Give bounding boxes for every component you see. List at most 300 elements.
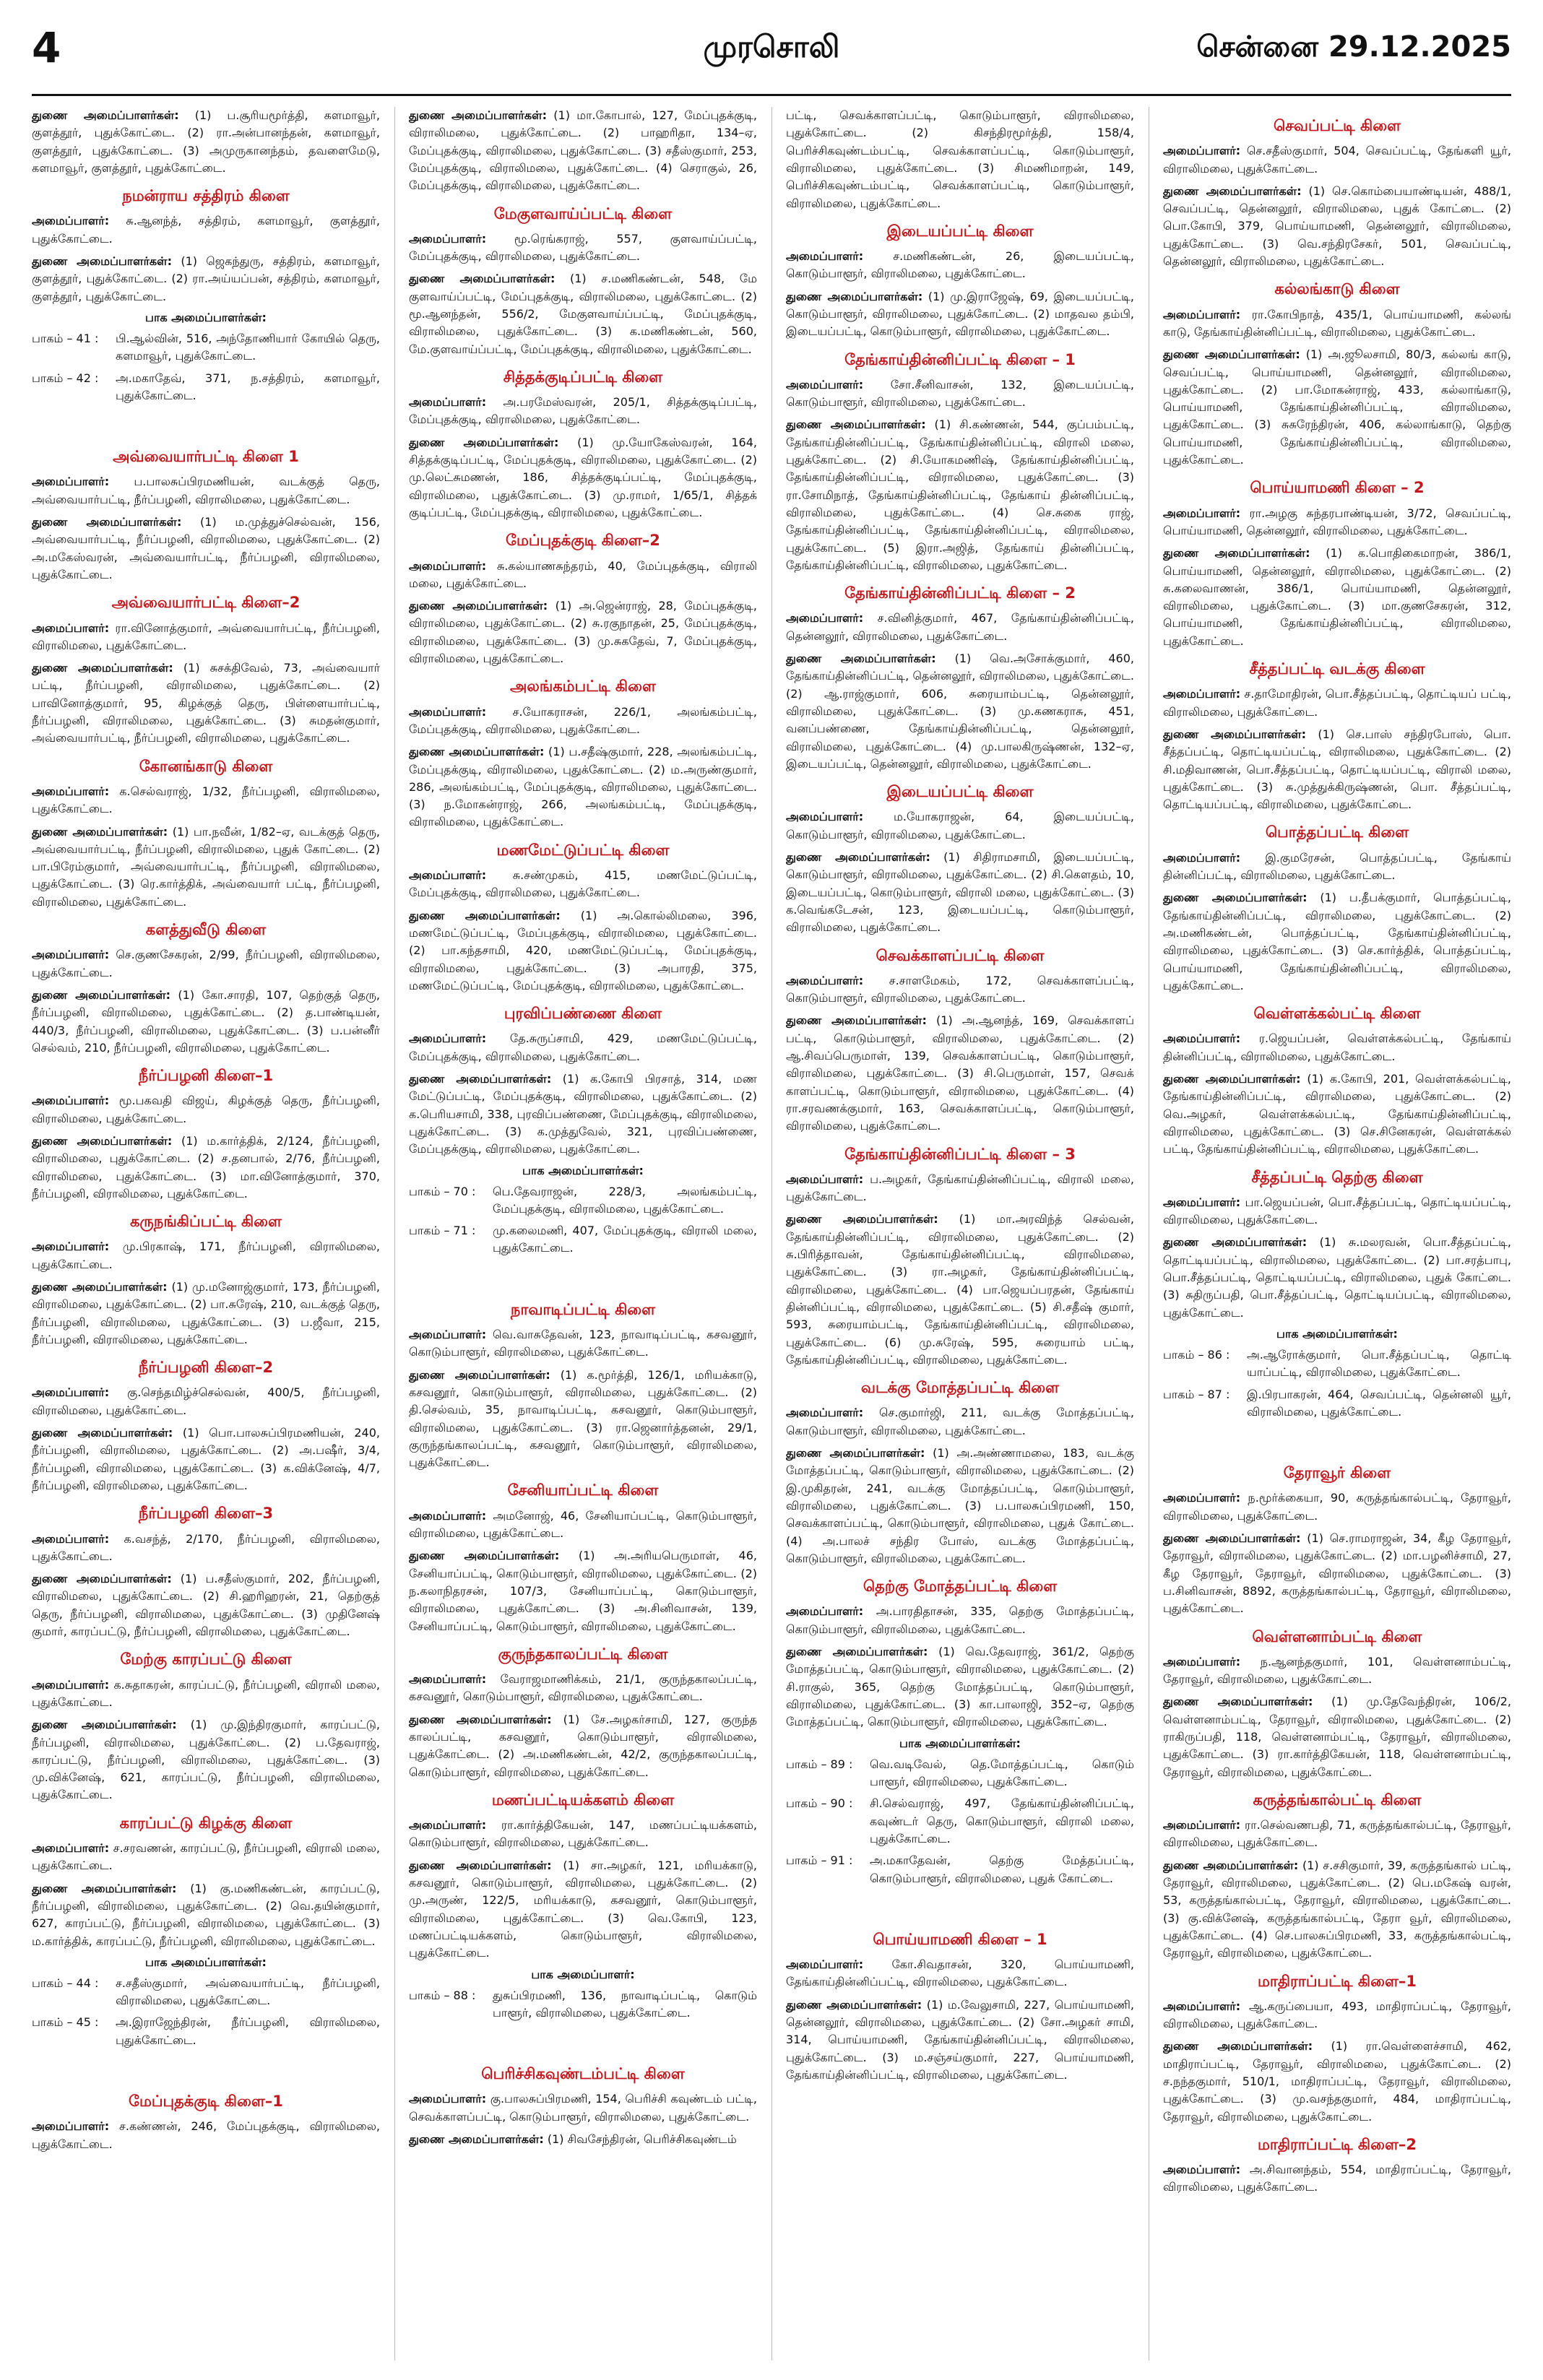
role-label: துணை அமைப்பாளர்கள்:	[1163, 891, 1308, 905]
booth-number: பாகம் – 87 :	[1163, 1387, 1230, 1401]
member-names: மூ.பகவதி விஜய், கிழக்குத் தெரு, நீர்ப்பழனி, விராலிமலை, புதுக்கோட்டை.	[32, 1094, 380, 1125]
member-entry	[786, 1603, 1134, 1638]
role-label: துணை அமைப்பாளர்கள்:	[32, 108, 179, 122]
member-names: (1) அ.கொல்லிமலை, 396, மணமேட்டுப்பட்டி, மேப்புதக்குடி, விராலிமலை, புதுக்கோட்டை. (2) பா.கந்தசாமி, 420, மணமேட்டுப்பட்டி, மேப்புதக்குடி, விராலிமலை, புதுக்கோட்டை. (3) அபாரதி, 375, மணமேட்டுப்பட்டி, மேப்புதக்குடி, விராலிமலை, புதுக்கோட்டை.	[409, 908, 757, 992]
branch-heading: மேப்புதக்குடி கிளை–2	[506, 532, 660, 550]
booth-detail: சி.செல்வராஜ், 497, தேங்காய்தின்னிப்பட்டி, கவுண்டர் தெரு, கொடும்பாளூர், விராலி மலை, புதுக்கோட்டை.	[870, 1796, 1134, 1845]
role-label: துணை அமைப்பாளர்கள்:	[409, 1071, 552, 1086]
role-label: துணை அமைப்பாளர்கள்:	[409, 108, 547, 122]
member-names: ரா.வினோத்குமார், அவ்வையார்பட்டி, நீர்ப்பழனி, விராலிமலை, புதுக்கோட்டை.	[32, 620, 380, 652]
member-entry	[32, 1676, 380, 1712]
column-divider	[394, 107, 395, 2360]
member-names: பா.ஜெயப்பன், பொ.சீத்தப்பட்டி, தொட்டியப்பட்டி, விராலிமலை, புதுக்கோட்டை.	[1163, 1195, 1511, 1226]
member-names: தே.சுருப்சாமி, 429, மணமேட்டுப்பட்டி, மேப்புதக்குடி, விராலிமலை, புதுக்கோட்டை.	[409, 1031, 757, 1063]
member-names: (1) ப.சதீஷ்குமார், 228, அலங்கம்பட்டி, மேப்புதக்குடி, விராலிமலை, புதுக்கோட்டை. (2) ம.அருண்குமார், 286, அலங்கம்பட்டி, மேப்புதக்குடி, விராலிமலை, புதுக்கோட்டை. (3) ந.மோகன்ராஜ், 266, அலங்கம்பட்டி, மேப்புதக்குடி, விராலிமலை, புதுக்கோட்டை.	[409, 745, 757, 829]
branch-heading: தேராவூர் கிளை	[1283, 1464, 1391, 1482]
branch-heading: நீர்ப்பழனி கிளை–2	[138, 1359, 274, 1377]
role-label: துணை அமைப்பாளர்கள்:	[409, 1858, 552, 1872]
member-names: க.செல்வராஜ், 1/32, நீர்ப்பழனி, விராலிமலை, புதுக்கோட்டை.	[32, 784, 380, 816]
role-label: அமைப்பாளர்:	[1163, 307, 1241, 321]
member-entry	[409, 907, 757, 995]
role-label: துணை அமைப்பாளர்கள்:	[32, 1572, 172, 1586]
role-label: அமைப்பாளர்:	[409, 1818, 487, 1832]
member-entry	[409, 558, 757, 593]
role-label: அமைப்பாளர்:	[409, 867, 487, 882]
member-names: ச.வினித்குமார், 467, தேங்காய்தின்னிப்பட்டி, தென்னலூர், விராலிமலை, புதுக்கோட்டை.	[786, 611, 1134, 643]
member-names: வேராஜமாணிக்கம், 21/1, குருந்தகாலப்பட்டி, கசவனூர், கொடும்பாளூர், விராலிமலை, புதுக்கோட்டை.	[409, 1672, 757, 1704]
booth-entry	[409, 1222, 757, 1258]
booth-number: பாகம் – 91 :	[786, 1853, 853, 1868]
member-entry	[786, 1171, 1134, 1206]
branch-heading: கோனங்காடு கிளை	[139, 757, 273, 775]
member-entry	[409, 743, 757, 831]
member-names: (1) பா.நவீன், 1/82–ஏ, வடக்குத் தெரு, அவ்வையார்பட்டி, நீர்ப்பழனி, விராலிமலை, புதுக் கோட்டை. (2) பா.பிரேம்குமார், அவ்வையார்பட்டி, நீர்ப்பழனி, விராலிமலை, புதுக்கோட்டை. (3) ரெ.கார்த்திக், அவ்வையார் பட்டி, நீர்ப்பழனி, விராலிமலை, புதுக்கோட்டை.	[32, 824, 380, 909]
role-label: அமைப்பாளர்:	[1163, 2163, 1241, 2177]
branch-heading: மேகுளவாய்ப்பட்டி கிளை	[493, 204, 673, 222]
role-label: துணை அமைப்பாளர்கள்:	[1163, 2039, 1313, 2054]
member-entry	[409, 434, 757, 522]
role-label: அமைப்பாளர்:	[1163, 1195, 1241, 1209]
booth-number: பாகம் – 89 :	[786, 1757, 853, 1771]
role-label: துணை அமைப்பாளர்கள்:	[786, 850, 930, 865]
member-names: (1) வெ.அசோக்குமார், 460, தேங்காய்தின்னிப்பட்டி, தென்னலூர், விராலிமலை, புதுக்கோட்டை. (2) ஆ.ராஜ்குமார், 606, சுரையாம்பட்டி, தென்னலூர், விராலிமலை, புதுக்கோட்டை. (3) மு.கணகராசு, 451, வனப்பண்ணை, தேங்காய்தின்னிப்பட்டி, தென்னலூர், விராலிமலை, புதுக்கோட்டை. (4) மு.பாலகிருஷ்ணன், 132–ஏ, இடையப்பட்டி, தென்னலூர், விராலிமலை, புதுக்கோட்டை.	[786, 652, 1134, 771]
role-label: அமைப்பாளர்:	[32, 620, 110, 635]
member-entry	[786, 1445, 1134, 1567]
member-entry	[1163, 142, 1511, 178]
member-entry	[786, 849, 1134, 937]
member-names: (1) க.பொதிகைமாறன், 386/1, பொய்யாமணி, தென்னலூர், விராலிமலை, புதுக்கோட்டை. (2) சு.கலைவாணன், 386/1, பொய்யாமணி, தென்னலூர், விராலிமலை, புதுக்கோட்டை. (3) மா.குணசேகரன், 312, பொய்யாமணி, தேங்காய்தின்னிப்பட்டி, விராலிமலை, புதுக்கோட்டை.	[1163, 546, 1511, 648]
member-entry	[32, 987, 380, 1057]
role-label: அமைப்பாளர்:	[786, 973, 864, 987]
role-label: அமைப்பாளர்:	[32, 1677, 110, 1692]
role-label: அமைப்பாளர்:	[409, 1672, 487, 1686]
branch-heading: கல்லங்காடு கிளை	[1274, 280, 1400, 298]
member-entry	[409, 704, 757, 739]
branch-heading: வெள்ளனாம்பட்டி கிளை	[1252, 1627, 1422, 1645]
member-entry	[32, 212, 380, 248]
role-label: துணை அமைப்பாளர்கள்:	[1163, 1235, 1308, 1250]
role-label: அமைப்பாளர்:	[1163, 1818, 1241, 1832]
member-names: க.வசந்த், 2/170, நீர்ப்பழனி, விராலிமலை, புதுக்கோட்டை.	[32, 1531, 380, 1563]
member-entry	[786, 416, 1134, 574]
member-names: சு.ஆனந்த், சத்திரம், களமாவூர், குளத்தூர், புதுக்கோட்டை.	[32, 214, 380, 246]
member-names: ப.பாலசுப்பிரமணியன், வடக்குத் தெரு, அவ்வையார்பட்டி, நீர்ப்பழனி, விராலிமலை, புதுக்கோட்டை.	[32, 475, 380, 506]
member-entry	[32, 1424, 380, 1494]
member-entry	[1163, 849, 1511, 885]
paper-name: முரசொலி	[703, 29, 840, 64]
role-label: துணை அமைப்பாளர்கள்:	[409, 745, 545, 759]
booth-detail: வெ.வடிவேல், தெ.மோத்தப்பட்டி, கொடும் பாளூர், விராலிமலை, புதுக்கோட்டை.	[870, 1757, 1134, 1788]
member-names: (1) க.மூர்த்தி, 126/1, மரியக்காடு, கசவனூர், கொடும்பாளூர், விராலிமலை, புதுக்கோட்டை. (2) தி.செல்வம், 35, நாவாடிப்பட்டி, கசவனூர், கொடும்பாளூர், விராலிமலை, புதுக்கோட்டை. (3) ரா.ஜெனார்த்தனன், 29/1, குருந்தங்காலப்பட்டி, கசவனூர், கொடும்பாளூர், விராலிமலை, புதுக்கோட்டை.	[409, 1367, 757, 1470]
role-label: துணை அமைப்பாளர்கள்:	[409, 1712, 552, 1726]
member-names: (1) ம.கார்த்திக், 2/124, நீர்ப்பழனி, விராலிமலை, புதுக்கோட்டை. (2) ச.தனபால், 2/76, நீர்ப்பழனி, விராலிமலை, புதுக்கோட்டை. (3) மா.வினோத்குமார், 370, நீர்ப்பழனி, விராலிமலை, புதுக்கோட்டை.	[32, 1133, 380, 1200]
role-label: அமைப்பாளர்:	[786, 810, 864, 824]
booth-entry	[32, 2014, 380, 2049]
role-label: அமைப்பாளர்:	[786, 1957, 864, 1971]
member-entry	[32, 1092, 380, 1128]
booth-entry	[786, 1756, 1134, 1791]
column-2	[409, 107, 757, 2360]
role-label: துணை அமைப்பாளர்கள்:	[786, 1212, 938, 1226]
member-names: (1) செ.கொம்பையாண்டியன், 488/1, செவப்பட்டி, தென்னலூர், விராலிமலை, புதுக் கோட்டை. (2) பொ.கோபி, 379, பொய்யாமணி, தென்னலூர், விராலிமலை, புதுக்கோட்டை. (3) வெ.சந்திரசேகர், 501, செவப்பட்டி, தென்னலூர், விராலிமலை, புதுக்கோட்டை.	[1163, 183, 1511, 269]
branch-heading: நாவாடிப்பட்டி கிளை	[510, 1300, 656, 1318]
member-entry	[32, 1840, 380, 1875]
role-label: அமைப்பாளர்:	[786, 1604, 864, 1619]
role-label: அமைப்பாளர்:	[786, 611, 864, 626]
member-names: ச.சரவணன், காரப்பட்டு, நீர்ப்பழனி, விராலி மலை, புதுக்கோட்டை.	[32, 1840, 380, 1873]
section-subheading: பாக அமைப்பாளர்கள்:	[1276, 1326, 1398, 1341]
branch-heading: காரப்பட்டு கிழக்கு கிளை	[119, 1814, 293, 1832]
role-label: துணை அமைப்பாளர்கள்:	[32, 661, 173, 675]
member-names: ச.கண்ணன், 246, மேப்புதக்குடி, விராலிமலை, புதுக்கோட்டை.	[32, 2119, 380, 2151]
member-names: மூ.ரெங்கராஜ், 557, குளவாய்ப்பட்டி, மேப்புதக்குடி, விராலிமலை, புதுக்கோட்டை.	[409, 231, 757, 264]
member-names: (1) ப.தீபக்குமார், பொத்தப்பட்டி, தேங்காய்தின்னிப்பட்டி, விராலிமலை, புதுக்கோட்டை. (2) அ.மணிகண்டன், பொத்தப்பட்டி, தேங்காய்தின்னிப்பட்டி, விராலிமலை, புதுக்கோட்டை. (3) செ.கார்த்திக், பொத்தப்பட்டி, பொய்யாமணி, தேங்காய்தின்னிப்பட்டி, விராலிமலை, புதுக்கோட்டை.	[1163, 891, 1511, 992]
member-entry	[1163, 1693, 1511, 1781]
member-entry	[1163, 1817, 1511, 1852]
booth-number: பாகம் – 71 :	[409, 1224, 476, 1238]
member-entry	[1163, 889, 1511, 995]
member-names: (1) மு.யோகேஸ்வரன், 164, சித்தக்குடிப்பட்டி, மேப்புதக்குடி, விராலிமலை, புதுக்கோட்டை. (2) மு.லெட்சுமணன், 186, சித்தக்குடிப்பட்டி, மேப்புதக்குடி, விராலிமலை, புதுக்கோட்டை. (3) மு.ராமர், 1/65/1, சித்தக் குடிப்பட்டி, மேப்புதக்குடி, விராலிமலை, புதுக்கோட்டை.	[409, 435, 757, 519]
member-entry	[32, 1278, 380, 1349]
role-label: அமைப்பாளர்:	[409, 558, 487, 573]
role-label: துணை அமைப்பாளர்கள்:	[409, 1549, 560, 1563]
role-label: அமைப்பாளர்:	[409, 1031, 487, 1046]
member-names: (1) ம.முத்துச்செல்வன், 156, அவ்வையார்பட்டி, நீர்ப்பழனி, விராலிமலை, புதுக்கோட்டை. (2) அ.மகேஸ்வரன், அவ்வையார்பட்டி, நீர்ப்பழனி, விராலிமலை, புதுக்கோட்டை.	[32, 515, 380, 581]
member-names: ச.யோகராசன், 226/1, அலங்கம்பட்டி, மேப்புதக்குடி, விராலிமலை, புதுக்கோட்டை.	[409, 704, 757, 736]
booth-entry	[409, 1183, 757, 1219]
role-label: துணை அமைப்பாளர்கள்:	[1163, 347, 1300, 362]
member-names: ந.ஆனந்தகுமார், 101, வெள்ளனாம்பட்டி, தேராவூர், விராலிமலை, புதுக்கோட்டை.	[1163, 1654, 1511, 1686]
member-entry	[32, 107, 380, 177]
role-label: துணை அமைப்பாளர்கள்:	[409, 2132, 544, 2146]
role-label: துணை அமைப்பாளர்கள்:	[1163, 546, 1310, 561]
member-entry	[1163, 2161, 1511, 2197]
role-label: அமைப்பாளர்:	[1163, 1491, 1241, 1505]
role-label: துணை அமைப்பாளர்கள்:	[786, 1446, 925, 1461]
page-number: 4	[32, 23, 61, 72]
branch-heading: புரவிப்பண்ணை கிளை	[503, 1005, 662, 1023]
booth-number: பாகம் – 41 :	[32, 332, 99, 345]
role-label: அமைப்பாளர்:	[32, 784, 110, 798]
member-names: ப.அழகர், தேங்காய்தின்னிப்பட்டி, விராலி மலை, புதுக்கோட்டை.	[786, 1172, 1134, 1204]
member-names: (1) மு.மனோஜ்குமார், 173, நீர்ப்பழனி, விராலிமலை, புதுக்கோட்டை. (2) பா.சுரேஷ், 210, வடக்குத் தெரு, நீர்ப்பழனி, விராலிமலை, புதுக்கோட்டை. (3) ப.ஜீவா, 215, நீர்ப்பழனி, விராலிமலை, புதுக்கோட்டை.	[32, 1280, 380, 1346]
role-label: அமைப்பாளர்:	[409, 395, 487, 410]
member-entry	[786, 1996, 1134, 2085]
member-entry	[1163, 1030, 1511, 1065]
member-entry	[1163, 1857, 1511, 1963]
member-entry	[32, 823, 380, 912]
member-names: (1) மு.இராஜேஷ், 69, இடையப்பட்டி, கொடும்பாளூர், விராலிமலை, புதுக்கோட்டை. (2) மாதவல தம்பி, இடையப்பட்டி, கொடும்பாளூர், விராலிமலை, புதுக்கோட்டை.	[786, 289, 1134, 339]
branch-heading: தேங்காய்தின்னிப்பட்டி கிளை – 3	[844, 1145, 1076, 1163]
member-names: (1) சே.அழகர்சாமி, 127, குருந்த காலப்பட்டி, கசவனூர், கொடும்பாளூர், விராலிமலை, புதுக்கோட்டை. (2) அ.மணிகண்டன், 42/2, குருந்தகாலப்பட்டி, கொடும்பாளூர், விராலிமலை, புதுக்கோட்டை.	[409, 1712, 757, 1779]
article-columns	[32, 107, 1511, 2360]
member-names: கோ.சிவதாசன், 320, பொய்யாமணி, தேங்காய்தின்னிப்பட்டி, விராலிமலை, புதுக்கோட்டை.	[786, 1957, 1134, 1989]
member-names: கு.செந்தமிழ்ச்செல்வன், 400/5, நீர்ப்பழனி, விராலிமலை, புதுக்கோட்டை.	[32, 1385, 380, 1417]
member-names: (1) ப.சதீஸ்குமார், 202, நீர்ப்பழனி, விராலிமலை, புதுக்கோட்டை. (2) சி.ஹரிஹரன், 21, தெற்குத் தெரு, நீர்ப்பழனி, விராலிமலை, புதுக்கோட்டை. (3) முதினேஷ் குமார், காரப்பட்டு, நீர்ப்பழனி, விராலிமலை, புதுக்கோட்டை.	[32, 1572, 380, 1639]
member-entry	[32, 514, 380, 584]
member-entry	[1163, 505, 1511, 540]
role-label: துணை அமைப்பாளர்கள்:	[409, 1367, 550, 1382]
role-label: அமைப்பாளர்:	[1163, 687, 1241, 701]
role-label: அமைப்பாளர்:	[786, 377, 864, 391]
member-names: (1) மா.அரவிந்த் செல்வன், தேங்காய்தின்னிப்பட்டி, விராலிமலை, புதுக்கோட்டை. (2) சு.பிரித்தாவன், தேங்காய்தின்னிப்பட்டி, விராலிமலை, புதுக்கோட்டை. (3) ரா.அழகர், தேங்காய்தின்னிப்பட்டி, விராலிமலை, புதுக்கோட்டை. (4) பா.ஜெயப்பரதன், தேங்காய் தின்னிப்பட்டி, விராலிமலை, புதுக்கோட்டை. (5) சி.சதீஷ் குமார், 593, சுரையாம்பட்டி, தேங்காய்தின்னிப்பட்டி, விராலிமலை, புதுக்கோட்டை. (6) மு.சுரேஷ், 595, சுரையாம் பட்டி, தேங்காய்தின்னிப்பட்டி, விராலிமலை, புதுக்கோட்டை.	[786, 1212, 1134, 1367]
member-names: (1) வெ.தேவராஜ், 361/2, தெற்கு மோத்தப்பட்டி, கொடும்பாளூர், விராலிமலை, புதுக்கோட்டை. (2) சி.ராகுல், 365, தெற்கு மோத்தப்பட்டி, கொடும்பாளூர், விராலிமலை, புதுக்கோட்டை. (3) கா.பாலாஜி, 352–ஏ, தெற்கு மோத்தப்பட்டி, கொடும்பாளூர், விராலிமலை, புதுக்கோட்டை.	[786, 1645, 1134, 1729]
role-label: அமைப்பாளர்:	[1163, 1031, 1241, 1046]
branch-heading: தேங்காய்தின்னிப்பட்டி கிளை – 2	[844, 584, 1076, 602]
booth-entry	[1163, 1346, 1511, 1382]
role-label: அமைப்பாளர்:	[32, 1840, 110, 1855]
header-rule	[32, 94, 1511, 96]
role-label: துணை அமைப்பாளர்கள்:	[409, 599, 548, 613]
booth-detail: துசுப்பிரமணி, 136, நாவாடிப்பட்டி, கொடும் பாளூர், விராலிமலை, புதுக்கோட்டை.	[493, 1988, 757, 2020]
section-subheading: பாக அமைப்பாளர்கள்:	[522, 1163, 644, 1177]
booth-detail: இ.பிரபாகரன், 464, செவப்பட்டி, தென்னலி யூர், விராலிமலை, புதுக்கோட்டை.	[1247, 1387, 1511, 1419]
member-entry	[409, 1857, 757, 1963]
member-names: ரா.செல்வணபதி, 71, கருத்தங்கால்பட்டி, தேராவூர், விராலிமலை, புதுக்கோட்டை.	[1163, 1818, 1511, 1850]
member-names: ச.தாமோதிரன், பொ.சீத்தப்பட்டி, தொட்டியப் பட்டி, விராலிமலை, புதுக்கோட்டை.	[1163, 687, 1511, 719]
member-names: (1) அ.அரியபெருமாள், 46, சேனியாப்பட்டி, கொடும்பாளூர், விராலிமலை, புதுக்கோட்டை. (2) ந.கலாநிதரசன், 107/3, சேனியாப்பட்டி, கொடும்பாளூர், விராலிமலை, புதுக்கோட்டை. (3) அ.சினிவாசன், 139, சேனியாப்பட்டி, கொடும்பாளூர், விராலிமலை, புதுக்கோட்டை.	[409, 1549, 757, 1633]
member-entry	[786, 1404, 1134, 1440]
member-names: ஆ.கருப்பையா, 493, மாதிராப்பட்டி, தேராவூர், விராலிமலை, புதுக்கோட்டை.	[1163, 1999, 1511, 2031]
member-entry	[1163, 545, 1511, 650]
role-label: அமைப்பாளர்:	[1163, 506, 1241, 520]
role-label: அமைப்பாளர்:	[32, 475, 110, 489]
member-entry	[1163, 1234, 1511, 1322]
member-entry	[1163, 183, 1511, 271]
role-label: அமைப்பாளர்:	[786, 1172, 864, 1186]
member-entry	[409, 1326, 757, 1362]
branch-heading: கருத்தங்கால்பட்டி கிளை	[1253, 1791, 1422, 1809]
member-entry	[409, 1817, 757, 1852]
member-entry	[32, 1716, 380, 1804]
member-names: (1) ச.சசிகுமார், 39, கருத்தங்கால் பட்டி, தேராவூர், விராலிமலை, புதுக்கோட்டை. (2) பெ.மகேஷ் வரன், 53, கருத்தங்கால்பட்டி, தேராவூர், விராலிமலை, புதுக்கோட்டை. (3) கு.விக்னேஷ், கருத்தங்கால்பட்டி, தேரா வூர், விராலிமலை, புதுக்கோட்டை. (4) செ.பாலசுப்பிரமணி, 33, கருத்தங்கால்பட்டி, தேராவூர், விராலிமலை, புதுக்கோட்டை.	[1163, 1858, 1511, 1960]
column-4	[1163, 107, 1511, 2360]
branch-heading: மேற்கு காரப்பட்டு கிளை	[120, 1650, 292, 1669]
member-names: ந.மூர்க்கையா, 90, கருத்தங்கால்பட்டி, தேராவூர், விராலிமலை, புதுக்கோட்டை.	[1163, 1491, 1511, 1523]
member-names: செ.குணசேகரன், 2/99, நீர்ப்பழனி, விராலிமலை, புதுக்கோட்டை.	[32, 948, 380, 979]
branch-heading: இடையப்பட்டி கிளை	[886, 222, 1034, 240]
booth-number: பாகம் – 42 :	[32, 371, 99, 385]
member-entry	[32, 2118, 380, 2153]
role-label: துணை அமைப்பாளர்கள்:	[1163, 1695, 1313, 1709]
branch-heading: வெள்ளக்கல்பட்டி கிளை	[1253, 1005, 1421, 1023]
role-label: துணை அமைப்பாளர்கள்:	[1163, 183, 1302, 198]
member-entry	[409, 867, 757, 902]
role-label: துணை அமைப்பாளர்கள்:	[1163, 1858, 1299, 1872]
member-entry	[32, 1238, 380, 1273]
role-label: துணை அமைப்பாளர்கள்:	[786, 1013, 927, 1028]
role-label: துணை அமைப்பாளர்கள்:	[409, 908, 561, 922]
member-entry	[409, 107, 757, 195]
role-label: துணை அமைப்பாளர்கள்:	[409, 272, 556, 286]
member-names: (1) அ.ஆனந்த், 169, செவக்காளப் பட்டி, கொடும்பாளூர், விராலிமலை, புதுக்கோட்டை. (2) ஆ.சிவப்பெருமாள், 139, செவக்காளப்பட்டி, கொடும்பாளூர், விராலிமலை, புதுக்கோட்டை. (3) சி.பெருமாள், 157, செவக் காளப்பட்டி, கொடும்பாளூர், விராலிமலை, புதுக்கோட்டை. (4) ரா.சரவணக்குமார், 163, செவக்காளப்பட்டி, கொடும்பாளூர், விராலிமலை, புதுக்கோட்டை.	[786, 1013, 1134, 1133]
member-names: ரா.அழகு சுந்தரபாண்டியன், 3/72, செவப்பட்டி, பொய்யாமணி, தென்னலூர், விராலிமலை, புதுக்கோட்டை.	[1163, 506, 1511, 537]
member-names: மு.பிரகாஷ், 171, நீர்ப்பழனி, விராலிமலை, புதுக்கோட்டை.	[32, 1239, 380, 1271]
member-names: (1) ப.சூரியமூர்த்தி, களமாவூர், குளத்தூர், புதுக்கோட்டை. (2) ரா.அன்பானந்தன், களமாவூர், குளத்தூர், புதுக்கோட்டை. (3) அமுருகானந்தம், தவளைமேடு, களமாவூர், குளத்தூர், புதுக்கோட்டை.	[32, 108, 380, 175]
member-names: (1) ரா.வெள்ளைச்சாமி, 462, மாதிராப்பட்டி, தேராவூர், விராலிமலை, புதுக்கோட்டை. (2) ச.நந்தகுமார், 510/1, மாதிராப்பட்டி, தேராவூர், விராலிமலை, புதுக்கோட்டை. (3) மு.வசந்தகுமார், 484, மாதிராப்பட்டி, தேராவூர், விராலிமலை, புதுக்கோட்டை.	[1163, 2039, 1511, 2124]
member-names: (1) மு.இந்திரகுமார், காரப்பட்டு, நீர்ப்பழனி, விராலிமலை, புதுக்கோட்டை. (2) ப.தேவராஜ், காரப்பட்டு, நீர்ப்பழனி, விராலிமலை, புதுக்கோட்டை. (3) மு.விக்னேஷ், 621, காரப்பட்டு, நீர்ப்பழனி, விராலிமலை, புதுக்கோட்டை.	[32, 1718, 380, 1802]
member-entry	[32, 473, 380, 509]
role-label: அமைப்பாளர்:	[409, 1327, 487, 1341]
booth-number: பாகம் – 70 :	[409, 1184, 476, 1198]
member-entry	[1163, 1530, 1511, 1618]
role-label: அமைப்பாளர்:	[1163, 1654, 1241, 1669]
member-names: (1) சிவசேந்திரன், பெரிச்சிகவுண்டம்	[543, 2132, 737, 2146]
role-label: அமைப்பாளர்:	[409, 231, 487, 246]
member-entry	[409, 1367, 757, 1472]
branch-heading: களத்துவீடு கிளை	[145, 921, 267, 939]
branch-heading: அலங்கம்பட்டி கிளை	[510, 678, 656, 696]
member-names: (1) அ.அண்ணாமலை, 183, வடக்கு மோத்தப்பட்டி, கொடும்பாளூர், விராலிமலை, புதுக்கோட்டை. (2) இ.முகிதரன், 241, வடக்கு மோத்தப்பட்டி, கொடும்பாளூர், விராலிமலை, புதுக்கோட்டை. (3) ப.பாலசுப்பிரமணி, 150, செவக்காளப்பட்டி, கொடும்பாளூர், விராலிமலை, புதுக் கோட்டை. (4) அ.பாலச் சந்திர போஸ், வடக்கு மோத்தப்பட்டி, கொடும்பாளூர், விராலிமலை, புதுக்கோட்டை.	[786, 1446, 1134, 1565]
member-names: அ.பரமேஸ்வரன், 205/1, சித்தக்குடிப்பட்டி, மேப்புதக்குடி, விராலிமலை, புதுக்கோட்டை.	[409, 395, 757, 427]
booth-detail: அ.இராஜேந்திரன், நீர்ப்பழனி, விராலிமலை, புதுக்கோட்டை.	[116, 2015, 380, 2047]
role-label: துணை அமைப்பாளர்கள்:	[1163, 1531, 1301, 1545]
role-label: துணை அமைப்பாளர்கள்:	[786, 652, 936, 666]
member-names: சு.கல்யாணசுந்தரம், 40, மேப்புதக்குடி, விராலி மலை, புதுக்கோட்டை.	[409, 558, 757, 590]
member-names: இ.குமரேசன், பொத்தப்பட்டி, தேங்காய் தின்னிப்பட்டி, விராலிமலை, புதுக்கோட்டை.	[1163, 850, 1511, 882]
member-names: (1) கு.மணிகண்டன், காரப்பட்டு, நீர்ப்பழனி, விராலிமலை, புதுக்கோட்டை. (2) வெ.தயின்குமார், 627, காரப்பட்டு, நீர்ப்பழனி, விராலிமலை, புதுக்கோட்டை. (3) ம.கார்த்திக், காரப்பட்டு, நீர்ப்பழனி, விராலிமலை, புதுக்கோட்டை.	[32, 1881, 380, 1948]
role-label: துணை அமைப்பாளர்கள்:	[1163, 1071, 1301, 1086]
branch-heading: பொய்யாமணி கிளை – 1	[873, 1930, 1047, 1948]
role-label: அமைப்பாளர்:	[32, 1239, 110, 1254]
member-names: பட்டி, செவக்காளப்பட்டி, கொடும்பாளூர், விராலிமலை, புதுக்கோட்டை. (2) கிசந்திரமூர்த்தி, 158/4, பெரிச்சிகவுண்டம்பட்டி, செவக்காளப்பட்டி, கொடும்பாளூர், விராலிமலை, புதுக்கோட்டை. (3) சிமணிமாறன், 149, பெரிச்சிகவுண்டம்பட்டி, செவக்காளப்பட்டி, கொடும்பாளூர், விராலிமலை, புதுக்கோட்டை.	[786, 108, 1134, 210]
role-label: அமைப்பாளர்:	[786, 1406, 864, 1420]
booth-number: பாகம் – 44 :	[32, 1976, 99, 1990]
branch-heading: அவ்வையார்பட்டி கிளை–2	[111, 594, 301, 612]
role-label: துணை அமைப்பாளர்கள்:	[32, 1280, 168, 1294]
branch-heading: மாதிராப்பட்டி கிளை–1	[1257, 1972, 1417, 1990]
member-entry	[409, 230, 757, 266]
member-entry	[786, 650, 1134, 773]
branch-heading: சித்தக்குடிப்பட்டி கிளை	[503, 368, 663, 386]
member-entry	[786, 1643, 1134, 1731]
member-entry	[409, 2090, 757, 2126]
member-entry	[32, 1133, 380, 1203]
member-entry	[32, 1384, 380, 1419]
member-names: கு.பாலசுப்பிரமணி, 154, பெரிச்சி கவுண்டம் பட்டி, செவக்காளப்பட்டி, கொடும்பாளூர், விராலிமலை, புதுக்கோட்டை.	[409, 2092, 757, 2124]
booth-entry	[786, 1852, 1134, 1887]
member-names: (1) ஜெகந்துரு, சத்திரம், களமாவூர், குளத்தூர், புதுக்கோட்டை. (2) ரா.அய்யப்பன், சத்திரம், களமாவூர், குளத்தூர், புதுக்கோட்டை.	[32, 254, 380, 303]
member-entry	[32, 946, 380, 982]
branch-heading: மணப்பட்டியக்களம் கிளை	[491, 1791, 675, 1809]
member-names: ர.ஜெயப்பன், வெள்ளக்கல்பட்டி, தேங்காய் தின்னிப்பட்டி, விராலிமலை, புதுக்கோட்டை.	[1163, 1031, 1511, 1063]
member-entry	[1163, 726, 1511, 814]
date-line: சென்னை 29.12.2025	[1196, 30, 1511, 64]
member-entry	[1163, 685, 1511, 721]
role-label: துணை அமைப்பாளர்கள்:	[786, 1645, 928, 1659]
booth-detail: பி.ஆல்வின், 516, அந்தோணியார் கோயில் தெரு, களமாவூர், புதுக்கோட்டை.	[116, 332, 380, 363]
member-entry	[786, 1956, 1134, 1991]
member-names: (1) மு.தேவேந்திரன், 106/2, வெள்ளனாம்பட்டி, தேராவூர், விராலிமலை, புதுக்கோட்டை. (2) ராகிருப்பதி, 118, வெள்ளனாம்பட்டி, தேராவூர், விராலிமலை, புதுக்கோட்டை. (3) ரா.கார்த்திகேயன், 118, வெள்ளனாம்பட்டி, தேராவூர், விராலிமலை, புதுக்கோட்டை.	[1163, 1695, 1511, 1779]
role-label: துணை அமைப்பாளர்கள்:	[786, 1997, 922, 2012]
role-label: அமைப்பாளர்:	[1163, 850, 1241, 865]
branch-heading: பொத்தப்பட்டி கிளை	[1265, 823, 1409, 841]
member-names: (1) க.கோபி, 201, வெள்ளக்கல்பட்டி, தேங்காய்தின்னிப்பட்டி, விராலிமலை, புதுக்கோட்டை. (2) வெ.அழகர், வெள்ளக்கல்பட்டி, தேங்காய்தின்னிப்பட்டி, விராலிமலை, புதுக்கோட்டை. (3) செ.சினேகரன், வெள்ளக்கல் பட்டி, தேங்காய்தின்னிப்பட்டி, விராலிமலை, புதுக்கோட்டை.	[1163, 1071, 1511, 1156]
member-names: வெ.வாசுதேவன், 123, நாவாடிப்பட்டி, கசவனூர், கொடும்பாளூர், விராலிமலை, புதுக்கோட்டை.	[409, 1327, 757, 1359]
member-names: (1) அ.ஜென்ராஜ், 28, மேப்புதக்குடி, விராலிமலை, புதுக்கோட்டை. (2) சு.ரகுநாதன், 25, மேப்புதக்குடி, விராலிமலை, புதுக்கோட்டை. (3) மு.சுகதேவ், 7, மேப்புதக்குடி, விராலிமலை, புதுக்கோட்டை.	[409, 599, 757, 666]
role-label: அமைப்பாளர்:	[409, 704, 487, 719]
booth-detail: அ.ஆரோக்குமார், பொ.சீத்தப்பட்டி, தொட்டி யாப்பட்டி, விராலிமலை, புதுக்கோட்டை.	[1247, 1347, 1511, 1380]
member-names: (1) செ.ராமராஜன், 34, கீழ தேராவூர், தேராவூர், விராலிமலை, புதுக்கோட்டை. (2) மா.பழனிச்சாமி, 27, கீழ தேராவூர், தேராவூர், விராலிமலை, புதுக்கோட்டை. (3) ப.சினிவாசன், 8892, கருத்தங்கால்பட்டி, தேராவூர், விராலிமலை, புதுக்கோட்டை.	[1163, 1531, 1511, 1616]
role-label: துணை அமைப்பாளர்கள்:	[32, 1133, 173, 1148]
member-entry	[409, 270, 757, 358]
branch-heading: அவ்வையார்பட்டி கிளை 1	[113, 448, 299, 466]
member-entry	[32, 1880, 380, 1950]
member-names: (1) ம.வேலுசாமி, 227, பொய்யாமணி, தென்னலூர், விராலிமலை, புதுக்கோட்டை. (2) சோ.அழகர் சாமி, 314, பொய்யாமணி, தேங்காய்தின்னிப்பட்டி, விராலிமலை, புதுக்கோட்டை. (3) ம.சஞ்சய்குமார், 227, பொய்யாமணி, தேங்காய்தின்னிப்பட்டி, விராலிமலை, புதுக்கோட்டை.	[786, 1997, 1134, 2082]
branch-heading: மணமேட்டுப்பட்டி கிளை	[496, 841, 670, 859]
booth-entry	[32, 370, 380, 405]
role-label: அமைப்பாளர்:	[1163, 144, 1241, 158]
member-entry	[32, 620, 380, 655]
member-names: அமனோஜ், 46, சேனியாப்பட்டி, கொடும்பாளூர், விராலிமலை, புதுக்கோட்டை.	[409, 1508, 757, 1540]
member-entry	[786, 107, 1134, 212]
member-names: ரா.கோபிநாத், 435/1, பொய்யாமணி, கல்லங் காடு, தேங்காய்தின்னிப்பட்டி, விராலிமலை, புதுக்கோட்டை.	[1163, 307, 1511, 339]
branch-heading: சீத்தப்பட்டி தெற்கு கிளை	[1251, 1168, 1423, 1186]
booth-number: பாகம் – 88 :	[409, 1988, 476, 2002]
member-names: சோ.சீனிவாசன், 132, இடையப்பட்டி, கொடும்பாளூர், விராலிமலை, புதுக்கோட்டை.	[786, 377, 1134, 410]
role-label: துணை அமைப்பாளர்கள்:	[32, 515, 182, 529]
branch-heading: மேப்புதக்குடி கிளை–1	[129, 2093, 283, 2111]
role-label: துணை அமைப்பாளர்கள்:	[786, 289, 923, 303]
section-subheading: பாக அமைப்பாளர்கள்:	[145, 311, 267, 324]
role-label: அமைப்பாளர்:	[32, 1385, 110, 1400]
branch-heading: நமன்ராய சத்திரம் கிளை	[122, 187, 290, 205]
member-names: (1) ச.மணிகண்டன், 548, மே குளவாய்ப்பட்டி, மேப்புதக்குடி, விராலிமலை, புதுக்கோட்டை. (2) மூ.ஆனந்தன், 556/2, மேகுளவாய்ப்பட்டி, மேப்புதக்குடி, விராலிமலை, புதுக்கோட்டை. (3) க.மணிகண்டன், 560, மே.குளவாய்ப்பட்டி, மேப்புதக்குடி, விராலிமலை, புதுக்கோட்டை.	[409, 272, 757, 356]
member-entry	[409, 1547, 757, 1635]
role-label: துணை அமைப்பாளர்கள்:	[32, 1426, 173, 1440]
role-label: அமைப்பாளர்:	[32, 1094, 110, 1108]
member-names: அ.பாரதிதாசன், 335, தெற்கு மோத்தப்பட்டி, கொடும்பாளூர், விராலிமலை, புதுக்கோட்டை.	[786, 1604, 1134, 1636]
booth-entry	[32, 1975, 380, 2010]
member-names: ச.சாளமேகம், 172, செவக்காளப்பட்டி, கொடும்பாளூர், விராலிமலை, புதுக்கோட்டை.	[786, 973, 1134, 1005]
role-label: துணை அமைப்பாளர்கள்:	[32, 1718, 177, 1732]
member-entry	[1163, 346, 1511, 469]
member-names: (1) மா.கோபால், 127, மேப்புதக்குடி, விராலிமலை, புதுக்கோட்டை. (2) பாஹரிதா, 134–ஏ, மேப்புதக்குடி, விராலிமலை, புதுக்கோட்டை. (3) சதீஸ்குமார், 253, மேப்புதக்குடி, விராலிமலை, புதுக்கோட்டை. (4) செராகுல், 26, மேப்புதக்குடி, விராலிமலை, புதுக்கோட்டை.	[409, 108, 757, 193]
member-entry	[32, 1570, 380, 1640]
member-entry	[409, 1711, 757, 1781]
member-entry	[409, 1030, 757, 1065]
branch-heading: வடக்கு மோத்தப்பட்டி கிளை	[860, 1379, 1060, 1397]
branch-heading: பெரிச்சிகவுண்டம்பட்டி கிளை	[481, 2065, 685, 2083]
masthead	[32, 13, 1511, 92]
booth-detail: மு.கலைமணி, 407, மேப்புதக்குடி, விராலி மலை, புதுக்கோட்டை.	[493, 1224, 757, 1255]
member-names: (1) க.கோபி பிரசாத், 314, மண மேட்டுப்பட்டி, மேப்புதக்குடி, விராலிமலை, புதுக்கோட்டை. (2) க.பெரியசாமி, 338, புரவிப்பண்ணை, மேப்புதக்குடி, விராலிமலை, புதுக்கோட்டை. (3) க.முத்துவேல், 321, புரவிப்பண்ணை, மேப்புதக்குடி, விராலிமலை, புதுக்கோட்டை.	[409, 1071, 757, 1156]
member-entry	[1163, 306, 1511, 342]
member-entry	[409, 2131, 757, 2148]
member-entry	[1163, 1070, 1511, 1159]
member-entry	[409, 394, 757, 429]
branch-heading: குருந்தகாலப்பட்டி கிளை	[498, 1645, 668, 1663]
role-label: துணை அமைப்பாளர்கள்:	[409, 435, 559, 449]
section-subheading: பாக அமைப்பாளர்:	[531, 1967, 635, 1981]
member-names: அ.சிவானந்தம், 554, மாதிராப்பட்டி, தேராவூர், விராலிமலை, புதுக்கோட்டை.	[1163, 2163, 1511, 2194]
member-entry	[786, 1211, 1134, 1369]
role-label: அமைப்பாளர்:	[409, 2092, 487, 2106]
branch-heading: பொய்யாமணி கிளை – 2	[1250, 479, 1425, 497]
member-entry	[786, 376, 1134, 412]
member-names: (1) சி.கண்ணன், 544, குப்பம்பட்டி, தேங்காய்தின்னிப்பட்டி, தேங்காய்தின்னிப்பட்டி, விராலி மலை, புதுக்கோட்டை. (2) சி.யோகமணிஷ், தேங்காய்தின்னிப்பட்டி, தேங்காய்தின்னிப்பட்டி, விராலிமலை, புதுக்கோட்டை. (3) ரா.சோமிநாத், தேங்காய்தின்னிப்பட்டி, தேங்காய் தின்னிப்பட்டி, விராலிமலை, புதுக்கோட்டை. (4) செ.சுகை ராஜ், தேங்காய்தின்னிப்பட்டி, தேங்காய்தின்னிப்பட்டி, விராலிமலை, புதுக்கோட்டை. (5) இரா.அஜித், தேங்காய் தின்னிப்பட்டி, தேங்காய்தின்னிப்பட்டி, விராலிமலை, புதுக்கோட்டை.	[786, 417, 1134, 572]
member-entry	[786, 972, 1134, 1008]
booth-entry	[1163, 1386, 1511, 1421]
booth-number: பாகம் – 90 :	[786, 1796, 853, 1811]
branch-heading: நீர்ப்பழனி கிளை–3	[138, 1505, 274, 1523]
branch-heading: மாதிராப்பட்டி கிளை–2	[1257, 2135, 1417, 2153]
member-entry	[409, 1507, 757, 1543]
section-subheading: பாக அமைப்பாளர்கள்:	[145, 1955, 267, 1969]
member-entry	[786, 808, 1134, 844]
member-entry	[786, 248, 1134, 283]
booth-entry	[786, 1795, 1134, 1848]
